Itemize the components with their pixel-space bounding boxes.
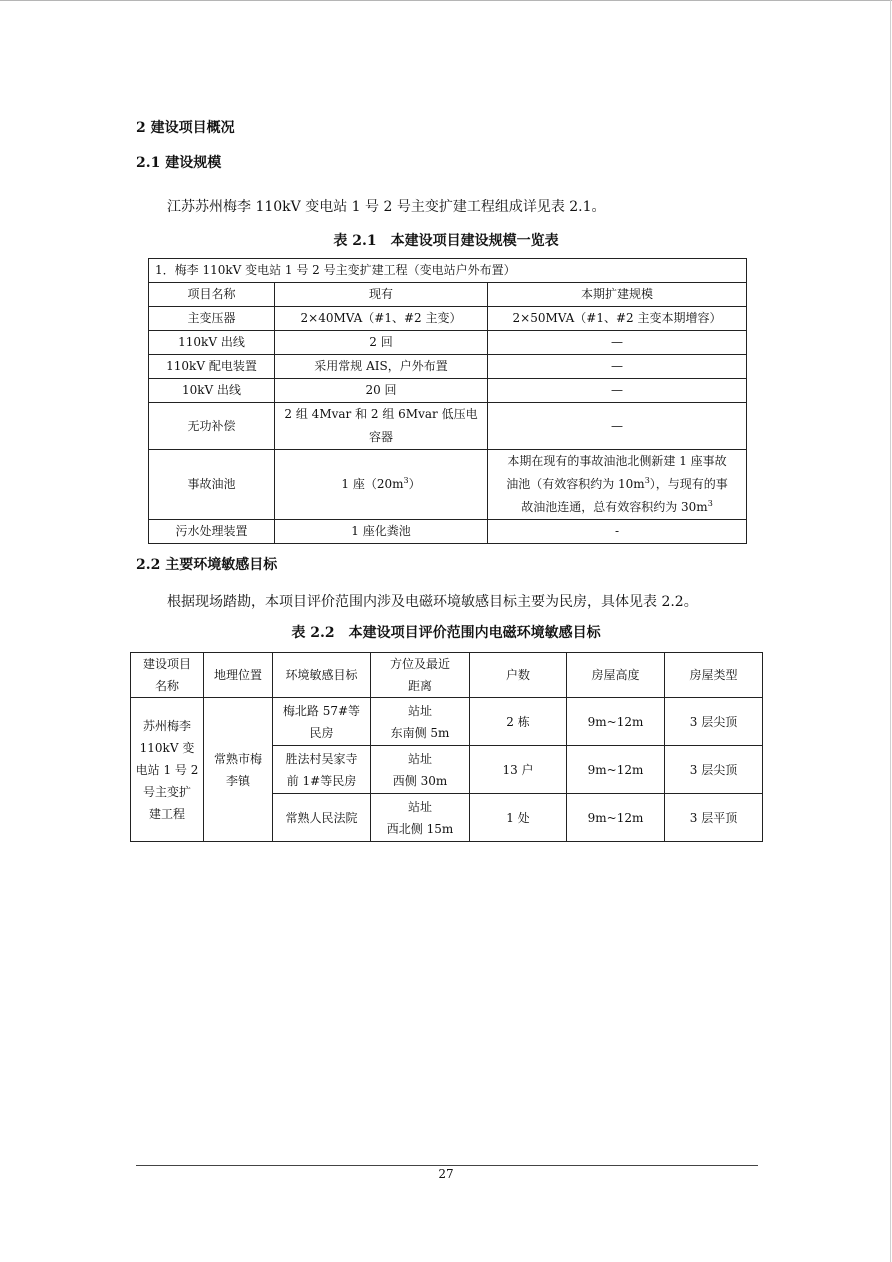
column-header	[131, 653, 204, 698]
superscript: 3	[707, 499, 713, 508]
column-header: 本期扩建规模	[488, 283, 747, 307]
cell-text: 故油池连通，总有效容积约为 30m	[521, 500, 708, 514]
subsection-title-sensitive: 2.2 主要环境敏感目标	[136, 557, 278, 573]
cell-line: 本期在现有的事故油池北侧新建 1 座事故	[507, 454, 727, 468]
cell-line: 西侧 30m	[392, 773, 448, 788]
page-number: 27	[438, 1167, 454, 1181]
table1-project-header: 1．梅李 110kV 变电站 1 号 2 号主变扩建工程（变电站户外布置）	[149, 259, 747, 283]
sensitive-paragraph: 根据现场踏勘，本项目评价范围内涉及电磁环境敏感目标主要为民房，具体见表 2.2。	[167, 594, 698, 610]
cell-line: 容器	[368, 430, 393, 444]
table-cell: -	[488, 520, 747, 544]
table-cell: 2×50MVA（#1、#2 主变本期增容）	[488, 307, 747, 331]
footer-divider	[136, 1165, 758, 1166]
table-cell: 2 栋	[470, 698, 567, 746]
header-line: 距离	[407, 679, 432, 693]
table-cell: 2 回	[275, 331, 488, 355]
scale-table	[148, 258, 747, 544]
table-cell: 20 回	[275, 379, 488, 403]
cell-line: 民房	[309, 725, 334, 740]
table-cell: 1 座化粪池	[275, 520, 488, 544]
subsection-title-scale: 2.1 建设规模	[136, 155, 222, 171]
cell-line: 站址	[407, 703, 432, 718]
location-cell	[204, 698, 273, 842]
table-row	[131, 653, 763, 698]
header-line: 建设项目	[142, 657, 191, 671]
table-cell: 110kV 配电装置	[149, 355, 275, 379]
table-cell	[371, 746, 470, 794]
cell-line	[492, 473, 742, 496]
cell-line	[492, 496, 742, 519]
cell-text: 油池（有效容积约为 10m	[506, 477, 645, 491]
cell-line: 李镇	[225, 773, 250, 788]
column-header: 项目名称	[149, 283, 275, 307]
table-cell: 常熟人民法院	[273, 794, 371, 842]
table-row	[149, 403, 747, 450]
column-header: 地理位置	[204, 653, 273, 698]
superscript: 3	[403, 476, 409, 485]
column-header: 房屋高度	[567, 653, 665, 698]
page-top-border	[0, 0, 892, 1]
table-cell: —	[488, 331, 747, 355]
table-row	[149, 283, 747, 307]
table1-caption: 表 2.1 本建设项目建设规模一览表	[333, 233, 559, 249]
table-cell	[275, 403, 488, 450]
table-cell: 9m~12m	[567, 698, 665, 746]
table-cell: 事故油池	[149, 450, 275, 520]
table-row	[149, 379, 747, 403]
table-cell: 3 层尖顶	[665, 746, 763, 794]
header-line: 方位及最近	[389, 657, 450, 671]
table-row	[149, 307, 747, 331]
table-cell: 主变压器	[149, 307, 275, 331]
table-cell: 9m~12m	[567, 746, 665, 794]
table-row	[149, 259, 747, 283]
column-header: 房屋类型	[665, 653, 763, 698]
column-header: 现有	[275, 283, 488, 307]
table-cell: 9m~12m	[567, 794, 665, 842]
column-header	[371, 653, 470, 698]
sensitive-targets-table	[130, 652, 763, 842]
table-cell: 采用常规 AIS，户外布置	[275, 355, 488, 379]
cell-line: 2 组 4Mvar 和 2 组 6Mvar 低压电	[284, 407, 478, 421]
cell-line: 胜法村吴家寺	[285, 751, 358, 766]
table-cell	[371, 794, 470, 842]
cell-text: ）	[408, 477, 421, 491]
cell-line: 西北侧 15m	[386, 821, 454, 836]
table-cell: 10kV 出线	[149, 379, 275, 403]
column-header: 户数	[470, 653, 567, 698]
table-cell	[488, 450, 747, 520]
table-cell	[371, 698, 470, 746]
table-row	[131, 698, 763, 746]
cell-line: 号主变扩	[142, 784, 191, 799]
section-title: 2 建设项目概况	[136, 120, 235, 136]
table-cell: 1 处	[470, 794, 567, 842]
table-cell: 污水处理装置	[149, 520, 275, 544]
table-row	[149, 450, 747, 520]
header-line: 名称	[154, 679, 179, 693]
scale-paragraph: 江苏苏州梅李 110kV 变电站 1 号 2 号主变扩建工程组成详见表 2.1。	[167, 199, 606, 215]
table-cell	[275, 450, 488, 520]
table-row	[149, 331, 747, 355]
table-cell: 2×40MVA（#1、#2 主变）	[275, 307, 488, 331]
cell-line: 苏州梅李	[142, 718, 191, 733]
table2-caption: 表 2.2 本建设项目评价范围内电磁环境敏感目标	[291, 625, 601, 641]
table-cell: 无功补偿	[149, 403, 275, 450]
table-cell	[273, 746, 371, 794]
cell-line: 建工程	[148, 806, 185, 821]
cell-line: 110kV 变	[139, 740, 195, 755]
table-cell	[273, 698, 371, 746]
table-cell: —	[488, 355, 747, 379]
table-cell: 13 户	[470, 746, 567, 794]
table-cell: 3 层平顶	[665, 794, 763, 842]
table-row	[149, 520, 747, 544]
cell-line: 站址	[407, 799, 432, 814]
cell-text: 1 座（20m	[341, 477, 404, 491]
cell-text: ），与现有的事	[649, 477, 728, 491]
cell-line: 梅北路 57#等	[282, 703, 361, 718]
superscript: 3	[644, 476, 650, 485]
cell-line: 东南侧 5m	[390, 725, 450, 740]
table-row	[149, 355, 747, 379]
table-cell: —	[488, 403, 747, 450]
project-name-cell	[131, 698, 204, 842]
column-header: 环境敏感目标	[273, 653, 371, 698]
table-cell: 3 层尖顶	[665, 698, 763, 746]
cell-line: 电站 1 号 2	[135, 762, 199, 777]
cell-line: 常熟市梅	[213, 751, 262, 766]
table-cell: —	[488, 379, 747, 403]
table-cell: 110kV 出线	[149, 331, 275, 355]
cell-line: 站址	[407, 751, 432, 766]
cell-line: 前 1#等民房	[286, 773, 357, 788]
